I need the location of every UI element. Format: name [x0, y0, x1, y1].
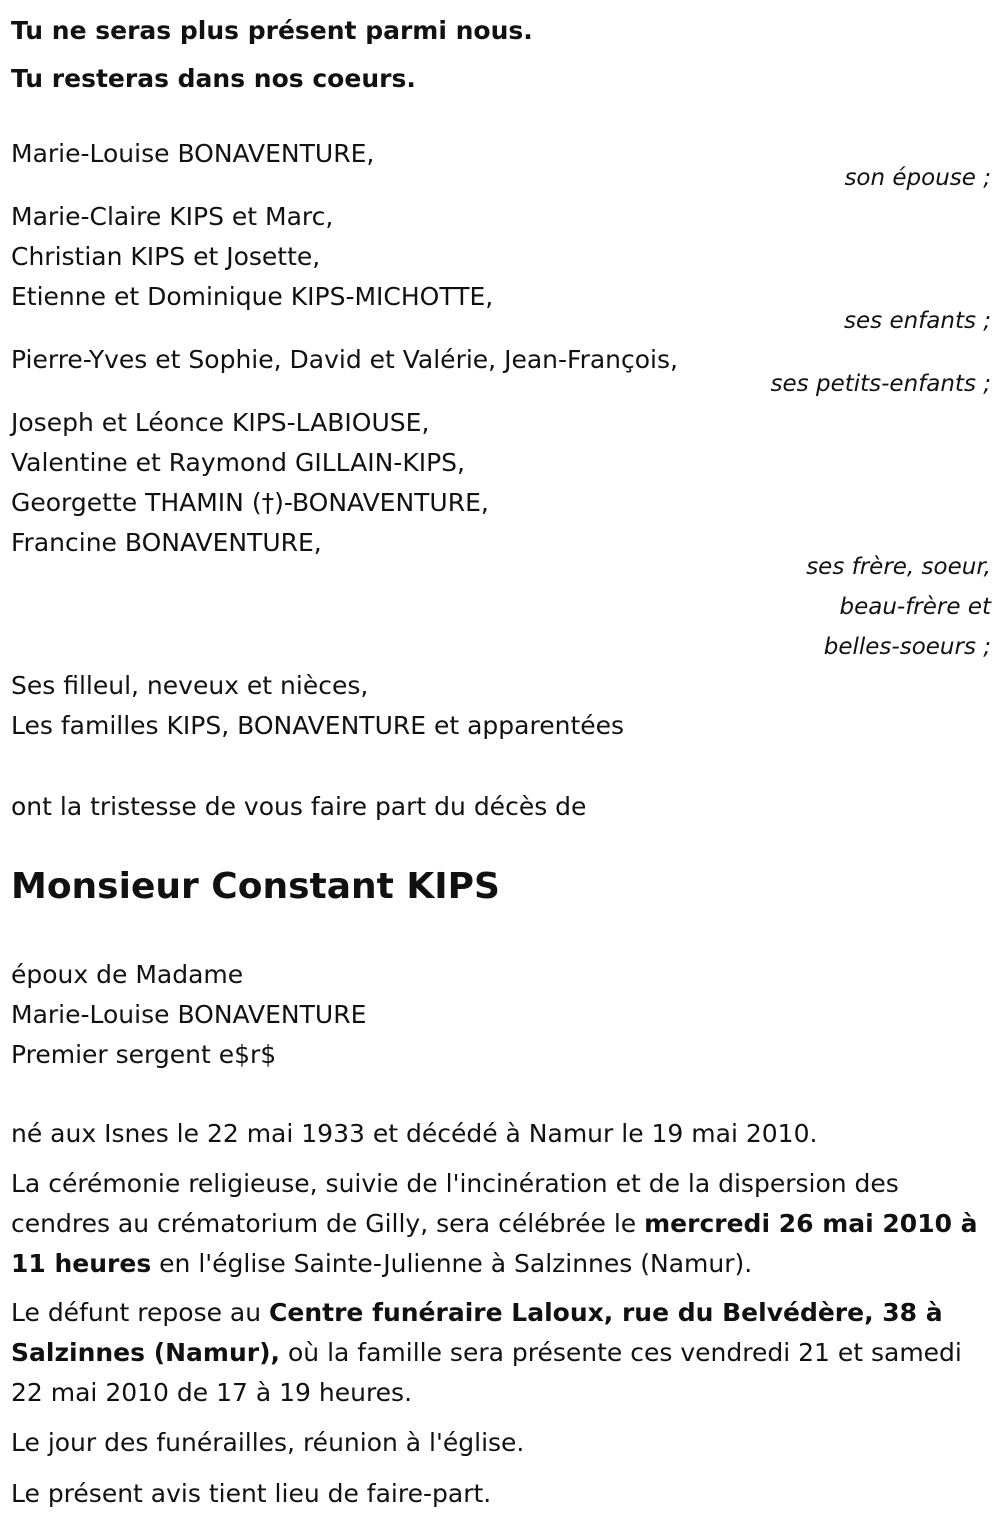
epigraph-line: Tu resteras dans nos coeurs.	[11, 64, 416, 93]
relation-label: ses petits-enfants ;	[770, 371, 991, 397]
family-name: Marie-Claire KIPS et Marc,	[11, 202, 334, 231]
family-name: Georgette THAMIN (†)-BONAVENTURE,	[11, 488, 489, 517]
epigraph	[11, 7, 533, 103]
family-name: Les familles KIPS, BONAVENTURE et apparentées	[11, 711, 625, 740]
deceased-details	[11, 955, 366, 1075]
birth-death: né aux Isnes le 22 mai 1933 et décédé à Namur le 19 mai 2010.	[11, 1119, 818, 1148]
family-name: Joseph et Léonce KIPS-LABIOUSE,	[11, 408, 430, 437]
detail-line: Marie-Louise BONAVENTURE	[11, 1000, 367, 1029]
funeral-day: Le jour des funérailles, réunion à l'église.	[11, 1428, 525, 1457]
relation-label: son épouse ;	[844, 165, 991, 191]
group-children	[11, 197, 991, 341]
family-name: Christian KIPS et Josette,	[11, 242, 321, 271]
ceremony-text: La cérémonie religieuse, suivie de l'incinération et de la dispersion des cendres au crématorium de Gilly, sera célébrée le	[11, 1169, 899, 1238]
group-others	[11, 666, 624, 746]
relation-label: belles-soeurs ;	[823, 634, 991, 660]
family-name: Valentine et Raymond GILLAIN-KIPS,	[11, 448, 465, 477]
epigraph-line: Tu ne seras plus présent parmi nous.	[11, 16, 533, 45]
group-grandchildren	[11, 340, 991, 404]
ceremony-date: mercredi 26 mai 2010 à 11 heures	[11, 1209, 978, 1278]
announcement: ont la tristesse de vous faire part du décès de	[11, 792, 587, 821]
family-name: Ses filleul, neveux et nièces,	[11, 671, 369, 700]
relation-label: ses frère, soeur,	[806, 554, 991, 580]
repose-hours: où la famille sera présente ces vendredi 21 et samedi 22 mai 2010 de 17 à 19 heures.	[11, 1338, 962, 1407]
family-name: Francine BONAVENTURE,	[11, 528, 322, 557]
repose-location: Centre funéraire Laloux, rue du Belvédère, 38 à Salzinnes (Namur),	[11, 1298, 943, 1367]
relation-label: beau-frère et	[839, 594, 991, 620]
family-name: Etienne et Dominique KIPS-MICHOTTE,	[11, 282, 494, 311]
relation-label: ses enfants ;	[844, 308, 991, 334]
family-name: Pierre-Yves et Sophie, David et Valérie, Jean-François,	[11, 345, 678, 374]
closing-note: Le présent avis tient lieu de faire-part.	[11, 1479, 492, 1508]
ceremony-paragraph	[11, 1164, 996, 1284]
deceased-name: Monsieur Constant KIPS	[11, 866, 500, 907]
group-spouse	[11, 134, 991, 198]
family-name: Marie-Louise BONAVENTURE,	[11, 139, 375, 168]
detail-line: Premier sergent e$r$	[11, 1040, 277, 1069]
detail-line: époux de Madame	[11, 960, 244, 989]
repose-paragraph	[11, 1293, 996, 1413]
group-siblings	[11, 403, 991, 667]
repose-text: Le défunt repose au	[11, 1298, 270, 1327]
ceremony-place: en l'église Sainte-Julienne à Salzinnes (Namur).	[151, 1249, 753, 1278]
